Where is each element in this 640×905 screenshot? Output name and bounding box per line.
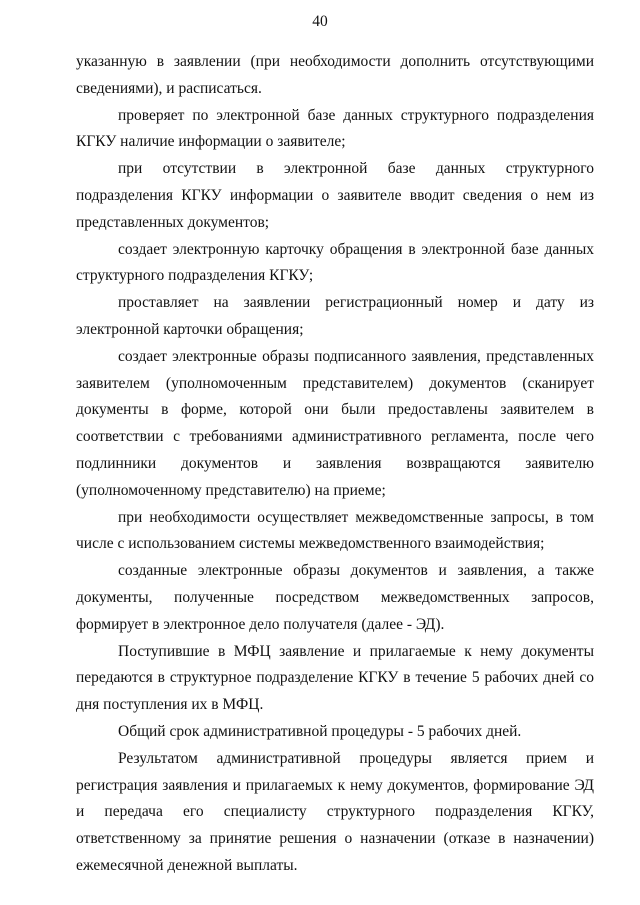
document-body: [76, 49, 594, 880]
paragraph-procedure-result: Результатом административной процедуры является прием и регистрация заявления и прилагаемых к нему документов, формирование ЭД и передача его специалисту структурного подразделения КГКУ, ответственному за принятие решения о назначении (отказе в назначении) ежемесячной денежной выплаты.: [76, 749, 594, 874]
page-number: 40: [312, 13, 328, 30]
paragraph-check-database: проверяет по электронной базе данных структурного подразделения КГКУ наличие информации о заявителе;: [76, 106, 594, 151]
paragraph-create-images: создает электронные образы подписанного заявления, представленных заявителем (уполномоченным представителем) документов (сканирует документы в форме, которой они были предоставлены заявителем в соответствии с требованиями административного регламента, после чего подлинники документов и заявления возвращаются заявителю (уполномоченному представителю) на приеме;: [76, 347, 594, 499]
paragraph-enter-applicant-info: при отсутствии в электронной базе данных структурного подразделения КГКУ информации о заявителе вводит сведения о нем из представленных документов;: [76, 160, 594, 231]
paragraph-registration-number: проставляет на заявлении регистрационный номер и дату из электронной карточки обращения;: [76, 294, 594, 338]
paragraph-form-ed: созданные электронные образы документов и заявления, а также документы, полученные посредством межведомственных запросов, формирует в электронное дело получателя (далее - ЭД).: [76, 562, 594, 633]
paragraph-create-card: создает электронную карточку обращения в электронной базе данных структурного подразделения КГКУ;: [76, 240, 594, 285]
paragraph-interagency-requests: при необходимости осуществляет межведомственные запросы, в том числе с использованием системы межведомственного взаимодействия;: [76, 508, 594, 553]
paragraph-transfer-documents: Поступившие в МФЦ заявление и прилагаемые к нему документы передаются в структурное подразделение КГКУ в течение 5 рабочих дней со дня поступления их в МФЦ.: [76, 642, 594, 714]
paragraph-continuation: указанную в заявлении (при необходимости дополнить отсутствующими сведениями), и расписаться.: [76, 53, 594, 97]
paragraph-procedure-duration: Общий срок административной процедуры - 5 рабочих дней.: [118, 722, 522, 740]
